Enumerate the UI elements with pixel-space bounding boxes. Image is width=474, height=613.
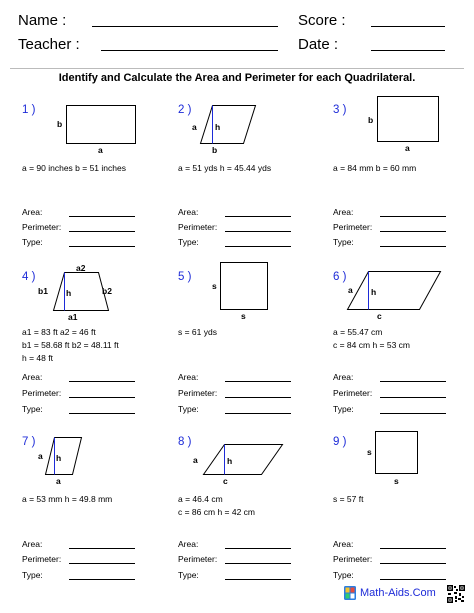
type-answer-field[interactable] [69,246,135,247]
side-label-a: a [348,285,353,295]
area-label: Area: [333,372,354,382]
problem-given: a = 51 yds h = 45.44 yds [178,163,272,173]
square-shape [0,0,1,1]
type-label: Type: [178,404,199,414]
height-label-h: h [371,287,377,297]
perimeter-answer-field[interactable] [380,397,446,398]
perimeter-answer-field[interactable] [69,563,135,564]
problem-given: s = 57 ft [333,494,364,504]
date-label: Date : [298,36,339,53]
side-label-s: s [394,476,399,486]
type-label: Type: [333,237,354,247]
problem-given: a = 46.4 cm [178,494,223,504]
perimeter-answer-field[interactable] [69,231,135,232]
side-label-b1: b1 [38,286,48,296]
problem-given: h = 48 ft [22,353,53,363]
area-label: Area: [333,207,354,217]
problem-number: 4 ) [22,271,36,283]
type-label: Type: [178,237,199,247]
perimeter-answer-field[interactable] [225,231,291,232]
area-answer-field[interactable] [69,548,135,549]
math-aids-logo-icon [344,586,356,600]
height-label-h: h [227,456,233,466]
side-label-s: s [212,281,217,291]
type-label: Type: [22,404,43,414]
area-label: Area: [22,372,43,382]
problem-given: a = 53 mm h = 49.8 mm [22,494,113,504]
perimeter-answer-field[interactable] [225,397,291,398]
side-label-b: b [57,119,63,129]
side-label-b2: b2 [102,286,112,296]
type-answer-field[interactable] [225,413,291,414]
type-label: Type: [178,570,199,580]
problem-given: a = 90 inches b = 51 inches [22,163,126,173]
date-field[interactable] [371,50,445,51]
area-label: Area: [22,539,43,549]
type-answer-field[interactable] [225,579,291,580]
problem-given: a = 55.47 cm [333,327,383,337]
type-label: Type: [333,570,354,580]
side-label-c: c [377,311,382,321]
side-label-s: s [367,447,372,457]
score-field[interactable] [371,26,445,27]
area-answer-field[interactable] [380,216,446,217]
perimeter-label: Perimeter: [333,222,373,232]
side-label-s: s [241,311,246,321]
instructions: Identify and Calculate the Area and Perimeter for each Quadrilateral. [58,72,416,84]
qr-code-icon [447,585,465,603]
side-label-a: a [405,143,410,153]
side-label-a: a [38,451,43,461]
side-label-a1: a1 [68,312,78,322]
side-label-a2: a2 [76,263,86,273]
type-answer-field[interactable] [380,579,446,580]
perimeter-label: Perimeter: [22,388,62,398]
area-label: Area: [178,207,199,217]
name-label: Name : [18,12,67,29]
name-field[interactable] [92,26,278,27]
area-answer-field[interactable] [225,548,291,549]
teacher-field[interactable] [101,50,278,51]
teacher-label: Teacher : [18,36,80,53]
side-label-a: a [193,455,198,465]
perimeter-label: Perimeter: [178,222,218,232]
perimeter-label: Perimeter: [22,222,62,232]
side-label-b: b [368,115,374,125]
footer-site-name: Math-Aids.Com [360,587,436,599]
height-label-h: h [66,288,72,298]
area-label: Area: [178,539,199,549]
area-answer-field[interactable] [225,216,291,217]
problem-number: 5 ) [178,271,192,283]
area-answer-field[interactable] [69,381,135,382]
perimeter-answer-field[interactable] [380,563,446,564]
problem-given: s = 61 yds [178,327,217,337]
problem-number: 9 ) [333,436,347,448]
perimeter-label: Perimeter: [178,388,218,398]
type-answer-field[interactable] [380,413,446,414]
perimeter-label: Perimeter: [22,554,62,564]
problem-number: 7 ) [22,436,36,448]
area-answer-field[interactable] [225,381,291,382]
problem-given: a1 = 83 ft a2 = 46 ft [22,327,96,337]
perimeter-answer-field[interactable] [69,397,135,398]
side-label-a: a [56,476,61,486]
side-label-a: a [192,122,197,132]
type-answer-field[interactable] [69,413,135,414]
problem-given: c = 86 cm h = 42 cm [178,507,256,517]
area-label: Area: [178,372,199,382]
score-label: Score : [298,12,346,29]
type-label: Type: [22,237,43,247]
area-answer-field[interactable] [69,216,135,217]
problem-number: 2 ) [178,104,192,116]
header-divider [10,68,464,69]
problem-number: 1 ) [22,104,36,116]
problem-given: b1 = 58.68 ft b2 = 48.11 ft [22,340,119,350]
area-label: Area: [333,539,354,549]
perimeter-answer-field[interactable] [225,563,291,564]
side-label-a: a [98,145,103,155]
type-label: Type: [22,570,43,580]
perimeter-answer-field[interactable] [380,231,446,232]
type-label: Type: [333,404,354,414]
height-label-h: h [215,122,221,132]
type-answer-field[interactable] [69,579,135,580]
problem-number: 8 ) [178,436,192,448]
problem-given: a = 84 mm b = 60 mm [333,163,417,173]
area-label: Area: [22,207,43,217]
problem-given: c = 84 cm h = 53 cm [333,340,411,350]
side-label-b: b [212,145,218,155]
problem-number: 6 ) [333,271,347,283]
perimeter-label: Perimeter: [333,554,373,564]
problem-number: 3 ) [333,104,347,116]
type-answer-field[interactable] [225,246,291,247]
perimeter-label: Perimeter: [178,554,218,564]
area-answer-field[interactable] [380,381,446,382]
type-answer-field[interactable] [380,246,446,247]
area-answer-field[interactable] [380,548,446,549]
height-label-h: h [56,453,62,463]
side-label-c: c [223,476,228,486]
perimeter-label: Perimeter: [333,388,373,398]
